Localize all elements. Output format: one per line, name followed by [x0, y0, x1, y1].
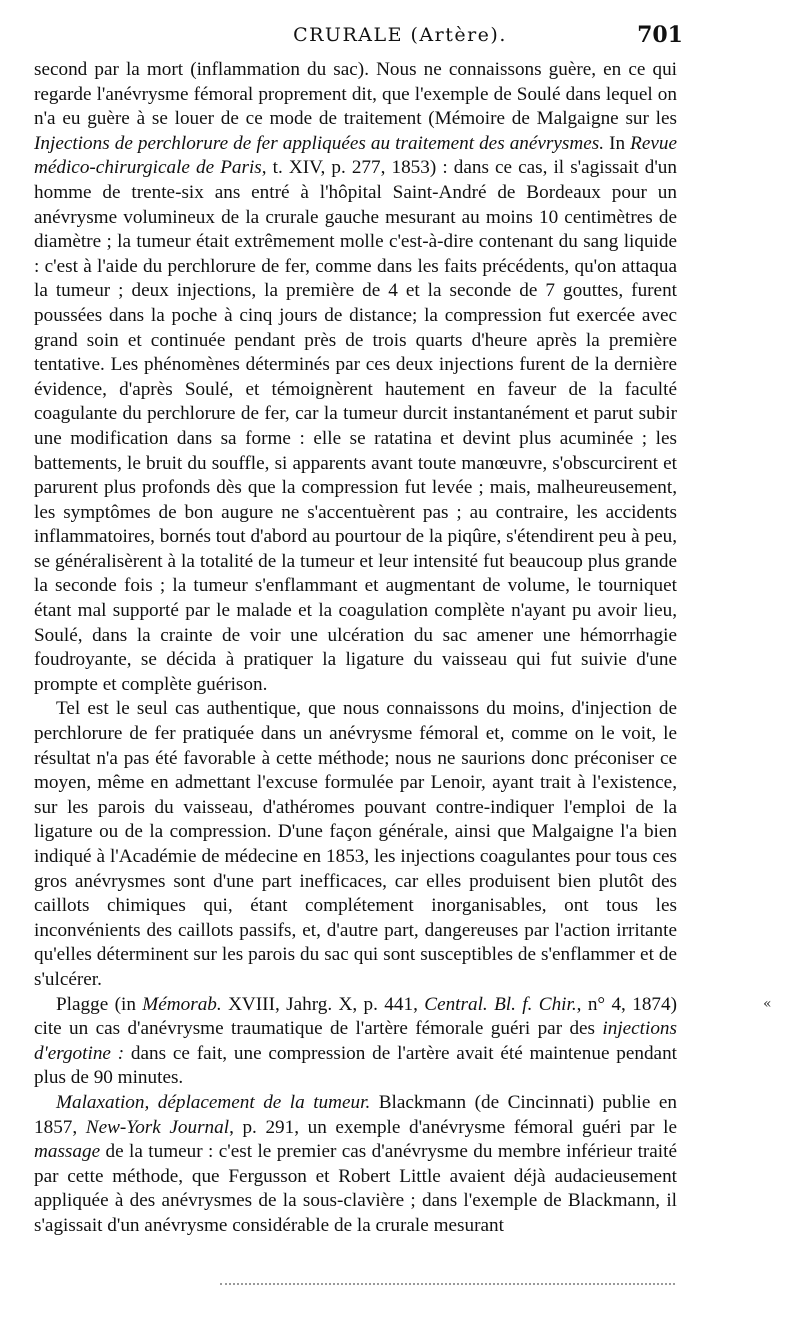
italic-text-segment: Mémorab.: [142, 993, 222, 1015]
italic-text-segment: injections d'ergotine :: [34, 1018, 677, 1064]
text-segment: , t. XIV, p. 277, 1853) : dans ce cas, il s'agissait d'un homme de trente-six ans entré à l'hôpital Saint-André de Bordeaux pour un anévrysme volumineux de la crurale gauche mesurant au moins 10 centimètres de diamètre ; la tumeur était extrêmement molle c'est-à-dire contenant du sang liquide : c'est à l'aide du perchlorure de fer, comme dans les faits précédents, qu'on attaqua la tumeur ; deux injections, la première de 4 et la seconde de 7 gouttes, furent poussées dans la poche à cinq jours de distance; la compression fut exercée avec grand soin et continuée pendant près de trois quarts d'heure après la première tentative. Les phénomènes déterminés par ces deux injections furent de la dernière évidence, d'après Soulé, et témoignèrent hautement en faveur de la faculté coagulante du perchlorure de fer, car la tumeur durcit instantanément et parut subir une modification dans sa forme : elle se ratatina et devint plus acuminée ; les battements, le bruit du souffle, si apparents avant toute manœuvre, s'obscurcirent et parurent plus profonds dès que la compression fut levée ; mais, malheureusement, les symptômes de bon augure ne s'accentuèrent pas ; au contraire, les accidents inflammatoires, bornés tout d'abord au pourtour de la piqûre, s'étendirent peu à peu, se généralisèrent à la totalité de la tumeur et leur intensité fut beaucoup plus grande la seconde fois ; la tumeur s'enflammant et augmentant de volume, le tourniquet étant mal supporté par le malade et la coagulation complète n'ayant pu avoir lieu, Soulé, dans la crainte de voir une ulcération du sac amener une hémorrhagie foudroyante, se décida à pratiquer la ligature du vaisseau qui fut suivie d'une prompte et complète guérison.: [34, 157, 677, 695]
text-segment: dans ce fait, une compression de l'artère avait été maintenue pendant plus de 90 minutes.: [34, 1042, 677, 1089]
text-segment: de la tumeur : c'est le premier cas d'anévrysme du membre inférieur traité par cette méthode, que Fergusson et Robert Little avaient déjà audacieusement appliquée à des anévrysmes de la sous-clavière ; dans l'exemple de Blackmann, il s'agissait d'un anévrysme considérable de la crurale mesurant: [34, 1141, 677, 1236]
running-title: CRURALE (Artère).: [293, 24, 507, 46]
paragraph: [34, 993, 677, 1091]
text-segment: Tel est le seul cas authentique, que nous connaissons du moins, d'injection de perchlorure de fer pratiquée dans un anévrysme fémoral et, comme on le voit, le résultat n'a pas été favorable à cette méthode; nous ne saurions donc préconiser ce moyen, même en admettant l'excuse formulée par Lenoir, ayant trait à l'existence, sur les parois du vaisseau, d'athéromes pouvant contre-indiquer l'emploi de la ligature ou de la compression. D'une façon générale, ainsi que Malgaigne l'a bien indiqué à l'Académie de médecine en 1853, les injections coagulantes pour tous ces gros anévrysmes sont d'une part inefficaces, car elles produisent bien plutôt des caillots chimiques qui, étant complétement inorganisables, ont tous les inconvénients des caillots passifs, et, d'autre part, dangereuses par l'action irritante qu'elles déterminent sur les parois du sac qui sont susceptibles de s'enflammer et de s'ulcérer.: [34, 698, 677, 990]
text-segment: XVIII, Jahrg. X, p. 441,: [221, 993, 425, 1015]
italic-text-segment: Injections de perchlorure de fer appliquées au traitement des anévrysmes.: [34, 132, 605, 154]
page-header: [0, 22, 800, 52]
text-segment: second par la mort (inflammation du sac). Nous ne connaissons guère, en ce qui regarde l'anévrysme fémoral proprement dit, que l'exemple de Soulé dans lequel on n'a eu guère à se louer de ce mode de traitement (Mémoire de Malgaigne sur les: [34, 59, 677, 130]
text-segment: In: [604, 132, 631, 154]
italic-text-segment: New-York Journal: [85, 1116, 230, 1138]
paragraph: [34, 1091, 677, 1239]
italic-text-segment: Central. Bl. f. Chir.: [424, 993, 577, 1015]
paragraph: [34, 58, 677, 697]
text-segment: Blackmann (de Cincinnati) publie en 1857,: [34, 1091, 678, 1138]
italic-text-segment: massage: [34, 1141, 101, 1163]
italic-text-segment: Revue médico-chirurgicale de Paris: [34, 132, 678, 179]
text-segment: Plagge (in: [56, 993, 143, 1015]
italic-text-segment: Malaxation, déplacement de la tumeur.: [56, 1091, 371, 1113]
margin-mark: «: [763, 996, 772, 1012]
body-text: [34, 58, 677, 1239]
page-number: 701: [637, 22, 683, 48]
text-segment: , p. 291, un exemple d'anévrysme fémoral guéri par le: [229, 1116, 677, 1138]
footer-rule: [220, 1283, 675, 1285]
paragraph: [34, 697, 677, 992]
text-segment: , n° 4, 1874) cite un cas d'anévrysme traumatique de l'artère fémorale guéri par des: [34, 993, 677, 1040]
